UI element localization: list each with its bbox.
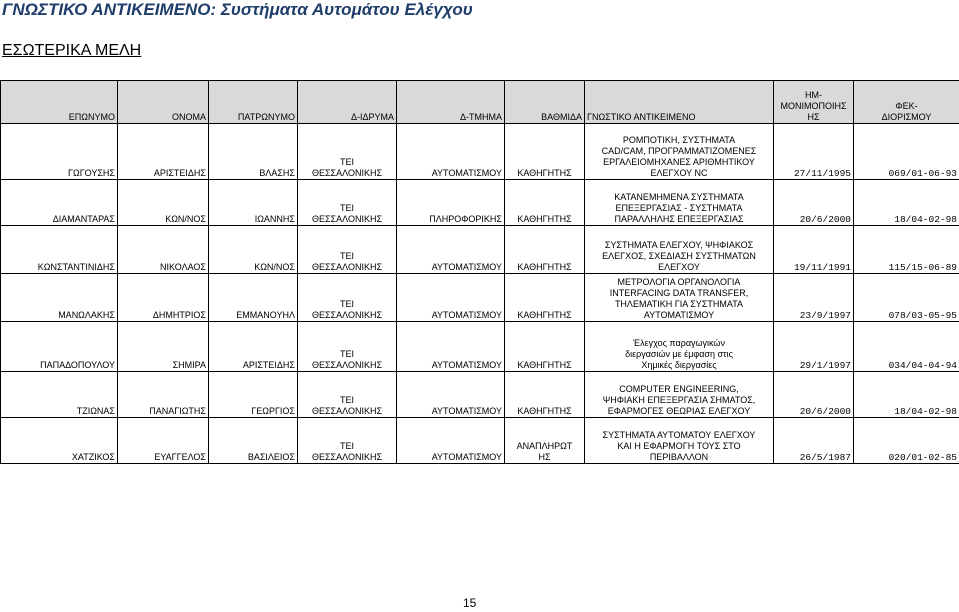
cell-surname-line: ΜΑΝΩΛΑΚΗΣ xyxy=(58,310,115,320)
cell-father-line: ΒΑΣΙΛΕΙΟΣ xyxy=(247,452,295,462)
cell-fek-line: 078/03-05-95 xyxy=(888,310,957,321)
header-name: ΟΝΟΜΑ xyxy=(118,81,209,124)
cell-subject-line: Έλεγχος παραγωγικών xyxy=(633,338,725,348)
cell-surname xyxy=(1,418,118,464)
cell-rank xyxy=(505,274,585,322)
cell-rank-line: ΗΣ xyxy=(538,452,551,462)
cell-rank xyxy=(505,226,585,274)
cell-institution-line: ΤΕΙ xyxy=(339,157,354,167)
cell-subject-line: ΕΦΑΡΜΟΓΕΣ ΘΕΩΡΙΑΣ ΕΛΕΓΧΟΥ xyxy=(607,406,751,416)
cell-department xyxy=(397,180,505,226)
cell-fek xyxy=(854,274,959,322)
cell-date xyxy=(774,180,854,226)
cell-fek xyxy=(854,180,959,226)
cell-institution-line: ΘΕΣΣΑΛΟΝΙΚΗΣ xyxy=(311,168,383,178)
header-fek-line: ΦΕΚ- xyxy=(895,101,918,111)
cell-subject-line: ΑΥΤΟΜΑΤΙΣΜΟΥ xyxy=(643,310,715,320)
cell-surname-line: ΠΑΠΑΔΟΠΟΥΛΟΥ xyxy=(40,360,115,370)
cell-surname xyxy=(1,226,118,274)
cell-subject-line: ΕΛΕΓΧΟΥ xyxy=(658,262,700,272)
cell-subject-line: CAD/CAM, ΠΡΟΓΡΑΜΜΑΤΙΖΟΜΕΝΕΣ xyxy=(601,146,757,156)
cell-institution-line: ΘΕΣΣΑΛΟΝΙΚΗΣ xyxy=(311,214,383,224)
cell-subject-line: ΚΑΙ Η ΕΦΑΡΜΟΓΗ ΤΟΥΣ ΣΤΟ xyxy=(617,441,741,451)
cell-institution-line: ΤΕΙ xyxy=(339,441,354,451)
cell-father-line: ΓΕΩΡΓΙΟΣ xyxy=(251,406,295,416)
table-row xyxy=(1,124,959,180)
cell-fek-line: 18/04-02-98 xyxy=(894,406,957,417)
cell-name xyxy=(118,274,209,322)
cell-name xyxy=(118,180,209,226)
cell-rank xyxy=(505,372,585,418)
page-number: 15 xyxy=(463,596,477,610)
table-body xyxy=(1,124,959,464)
cell-name-line: ΣΗΜΙΡΑ xyxy=(172,360,206,370)
cell-department xyxy=(397,372,505,418)
cell-institution-line: ΤΕΙ xyxy=(339,395,354,405)
cell-subject-line: ΤΗΛΕΜΑΤΙΚΗ ΓΙΑ ΣΥΣΤΗΜΑΤΑ xyxy=(614,299,744,309)
cell-subject xyxy=(585,372,774,418)
cell-surname xyxy=(1,322,118,372)
cell-rank-line: ΚΑΘΗΓΗΤΗΣ xyxy=(517,262,572,272)
cell-name-line: ΝΙΚΟΛΑΟΣ xyxy=(160,262,206,272)
cell-surname-line: ΤΖΙΩΝΑΣ xyxy=(76,406,115,416)
cell-subject-line: ΕΛΕΓΧΟΣ, ΣΧΕΔΙΑΣΗ ΣΥΣΤΗΜΑΤΩΝ xyxy=(602,251,756,261)
cell-institution-line: ΘΕΣΣΑΛΟΝΙΚΗΣ xyxy=(311,406,383,416)
cell-father xyxy=(209,180,298,226)
cell-date xyxy=(774,124,854,180)
cell-subject xyxy=(585,180,774,226)
cell-subject-line: διεργασιών με έμφαση στις xyxy=(625,349,733,359)
cell-father-line: ΙΩΑΝΝΗΣ xyxy=(254,214,295,224)
section-title: ΕΣΩΤΕΡΙΚΑ ΜΕΛΗ xyxy=(2,42,142,59)
cell-surname xyxy=(1,180,118,226)
cell-date xyxy=(774,322,854,372)
cell-rank xyxy=(505,124,585,180)
cell-name xyxy=(118,124,209,180)
cell-subject-line: ΨΗΦΙΑΚΗ ΕΠΕΞΕΡΓΑΣΙΑ ΣΗΜΑΤΟΣ, xyxy=(602,395,756,405)
cell-date-line: 19/11/1991 xyxy=(793,262,851,273)
cell-institution xyxy=(298,180,397,226)
cell-rank-line: ΚΑΘΗΓΗΤΗΣ xyxy=(517,360,572,370)
cell-institution-line: ΤΕΙ xyxy=(339,349,354,359)
cell-rank xyxy=(505,418,585,464)
cell-subject-line: ΠΕΡΙΒΑΛΛΟΝ xyxy=(649,452,709,462)
header-rank: ΒΑΘΜΙΔΑ xyxy=(505,81,585,124)
cell-father xyxy=(209,372,298,418)
cell-date xyxy=(774,274,854,322)
cell-subject-line: ΣΥΣΤΗΜΑΤΑ ΕΛΕΓΧΟΥ, ΨΗΦΙΑΚΟΣ xyxy=(604,240,754,250)
members-table xyxy=(0,80,959,464)
cell-father-line: ΕΜΜΑΝΟΥΗΛ xyxy=(236,310,295,320)
cell-subject xyxy=(585,226,774,274)
cell-name-line: ΠΑΝΑΓΙΩΤΗΣ xyxy=(149,406,206,416)
cell-rank xyxy=(505,322,585,372)
cell-date-line: 23/9/1997 xyxy=(799,310,851,321)
cell-name-line: ΔΗΜΗΤΡΙΟΣ xyxy=(152,310,206,320)
page-title: ΓΝΩΣΤΙΚΟ ΑΝΤΙΚΕΙΜΕΝΟ: Συστήματα Αυτομάτου Ελέγχου xyxy=(2,0,473,19)
cell-rank-line: ΚΑΘΗΓΗΤΗΣ xyxy=(517,168,572,178)
cell-department-line: ΑΥΤΟΜΑΤΙΣΜΟΥ xyxy=(431,452,502,462)
cell-fek xyxy=(854,322,959,372)
cell-surname xyxy=(1,372,118,418)
cell-rank-line: ΚΑΘΗΓΗΤΗΣ xyxy=(517,310,572,320)
cell-department-line: ΑΥΤΟΜΑΤΙΣΜΟΥ xyxy=(431,310,502,320)
cell-name-line: ΚΩΝ/ΝΟΣ xyxy=(165,214,206,224)
cell-department-line: ΑΥΤΟΜΑΤΙΣΜΟΥ xyxy=(431,360,502,370)
table-row xyxy=(1,226,959,274)
cell-subject xyxy=(585,274,774,322)
cell-father-line: ΑΡΙΣΤΕΙΔΗΣ xyxy=(242,360,295,370)
cell-rank-line: ΚΑΘΗΓΗΤΗΣ xyxy=(517,406,572,416)
cell-name xyxy=(118,372,209,418)
cell-name xyxy=(118,226,209,274)
cell-father-line: ΒΛΑΣΗΣ xyxy=(259,168,295,178)
cell-institution-line: ΘΕΣΣΑΛΟΝΙΚΗΣ xyxy=(311,360,383,370)
cell-rank xyxy=(505,180,585,226)
header-institution: Δ-ΙΔΡΥΜΑ xyxy=(298,81,397,124)
cell-department-line: ΠΛΗΡΟΦΟΡΙΚΗΣ xyxy=(429,214,502,224)
cell-department xyxy=(397,226,505,274)
cell-father-line: ΚΩΝ/ΝΟΣ xyxy=(254,262,295,272)
cell-fek-line: 020/01-02-85 xyxy=(888,452,957,463)
header-date-line: ΗΣ xyxy=(807,112,820,122)
table-row xyxy=(1,418,959,464)
cell-subject-line: ΡΟΜΠΟΤΙΚΗ, ΣΥΣΤΗΜΑΤΑ xyxy=(622,135,736,145)
header-surname: ΕΠΩΝΥΜΟ xyxy=(1,81,118,124)
cell-institution xyxy=(298,418,397,464)
header-father: ΠΑΤΡΩΝΥΜΟ xyxy=(209,81,298,124)
header-subject: ΓΝΩΣΤΙΚΟ ΑΝΤΙΚΕΙΜΕΝΟ xyxy=(585,81,774,124)
header-date-line: ΜΟΝΙΜΟΠΟΙΗΣ xyxy=(780,101,847,111)
cell-name xyxy=(118,322,209,372)
cell-surname-line: ΓΩΓΟΥΣΗΣ xyxy=(68,168,115,178)
cell-institution-line: ΘΕΣΣΑΛΟΝΙΚΗΣ xyxy=(311,262,383,272)
cell-subject-line: ΚΑΤΑΝΕΜΗΜΕΝΑ ΣΥΣΤΗΜΑΤΑ xyxy=(614,192,744,202)
cell-institution xyxy=(298,274,397,322)
cell-surname-line: ΔΙΑΜΑΝΤΑΡΑΣ xyxy=(52,214,115,224)
cell-department xyxy=(397,418,505,464)
cell-fek xyxy=(854,418,959,464)
cell-date xyxy=(774,418,854,464)
cell-subject-line: Χημικές διεργασίες xyxy=(641,360,717,370)
cell-institution xyxy=(298,372,397,418)
cell-department-line: ΑΥΤΟΜΑΤΙΣΜΟΥ xyxy=(431,262,502,272)
table-row xyxy=(1,274,959,322)
cell-institution xyxy=(298,322,397,372)
cell-institution xyxy=(298,124,397,180)
cell-subject xyxy=(585,322,774,372)
table-row xyxy=(1,372,959,418)
header-fek xyxy=(854,81,959,124)
cell-surname-line: ΧΑΤΖΙΚΟΣ xyxy=(71,452,115,462)
cell-surname xyxy=(1,124,118,180)
cell-name-line: ΕΥΑΓΓΕΛΟΣ xyxy=(154,452,206,462)
cell-institution-line: ΘΕΣΣΑΛΟΝΙΚΗΣ xyxy=(311,452,383,462)
cell-rank-line: ΑΝΑΠΛΗΡΩΤ xyxy=(516,441,573,451)
cell-date-line: 29/1/1997 xyxy=(799,360,851,371)
cell-fek-line: 069/01-06-93 xyxy=(888,168,957,179)
cell-father xyxy=(209,124,298,180)
cell-institution-line: ΤΕΙ xyxy=(339,203,354,213)
cell-subject-line: ΣΥΣΤΗΜΑΤΑ ΑΥΤΟΜΑΤΟΥ ΕΛΕΓΧΟΥ xyxy=(602,430,756,440)
cell-department xyxy=(397,124,505,180)
cell-institution-line: ΘΕΣΣΑΛΟΝΙΚΗΣ xyxy=(311,310,383,320)
cell-department-line: ΑΥΤΟΜΑΤΙΣΜΟΥ xyxy=(431,168,502,178)
cell-institution xyxy=(298,226,397,274)
cell-department xyxy=(397,322,505,372)
cell-department-line: ΑΥΤΟΜΑΤΙΣΜΟΥ xyxy=(431,406,502,416)
cell-date-line: 26/5/1987 xyxy=(799,452,851,463)
cell-surname xyxy=(1,274,118,322)
cell-date xyxy=(774,226,854,274)
cell-date xyxy=(774,372,854,418)
cell-institution-line: ΤΕΙ xyxy=(339,251,354,261)
header-fek-line: ΔΙΟΡΙΣΜΟΥ xyxy=(881,112,932,122)
cell-surname-line: ΚΩΝΣΤΑΝΤΙΝΙΔΗΣ xyxy=(37,262,115,272)
cell-fek-line: 18/04-02-98 xyxy=(894,214,957,225)
cell-father xyxy=(209,418,298,464)
cell-subject xyxy=(585,418,774,464)
cell-name-line: ΑΡΙΣΤΕΙΔΗΣ xyxy=(153,168,206,178)
cell-fek-line: 115/15-06-89 xyxy=(888,262,957,273)
cell-fek xyxy=(854,226,959,274)
cell-subject-line: ΕΠΕΞΕΡΓΑΣΙΑΣ - ΣΥΣΤΗΜΑΤΑ xyxy=(615,203,743,213)
cell-date-line: 20/6/2000 xyxy=(799,214,851,225)
cell-subject xyxy=(585,124,774,180)
table-row xyxy=(1,180,959,226)
cell-subject-line: ΠΑΡΑΛΛΗΛΗΣ ΕΠΕΞΕΡΓΑΣΙΑΣ xyxy=(614,214,744,224)
cell-institution-line: ΤΕΙ xyxy=(339,299,354,309)
cell-fek xyxy=(854,372,959,418)
cell-father xyxy=(209,322,298,372)
table-row xyxy=(1,322,959,372)
cell-subject-line: ΜΕΤΡΟΛΟΓΙΑ ΟΡΓΑΝΟΛΟΓΙΑ xyxy=(617,277,741,287)
cell-father xyxy=(209,226,298,274)
cell-subject-line: COMPUTER ENGINEERING, xyxy=(619,384,739,394)
cell-name xyxy=(118,418,209,464)
header-date-line: ΗΜ- xyxy=(805,90,822,100)
cell-subject-line: INTERFACING DATA TRANSFER, xyxy=(609,288,749,298)
cell-fek-line: 034/04-04-94 xyxy=(888,360,957,371)
cell-date-line: 20/6/2000 xyxy=(799,406,851,417)
cell-fek xyxy=(854,124,959,180)
cell-department xyxy=(397,274,505,322)
cell-date-line: 27/11/1995 xyxy=(793,168,851,179)
header-date xyxy=(774,81,854,124)
cell-subject-line: ΕΛΕΓΧΟΥ NC xyxy=(650,168,708,178)
cell-father xyxy=(209,274,298,322)
table-header-row xyxy=(1,81,959,124)
cell-rank-line: ΚΑΘΗΓΗΤΗΣ xyxy=(517,214,572,224)
cell-subject-line: ΕΡΓΑΛΕΙΟΜΗΧΑΝΕΣ ΑΡΙΘΜΗΤΙΚΟΥ xyxy=(603,157,755,167)
header-department: Δ-ΤΜΗΜΑ xyxy=(397,81,505,124)
